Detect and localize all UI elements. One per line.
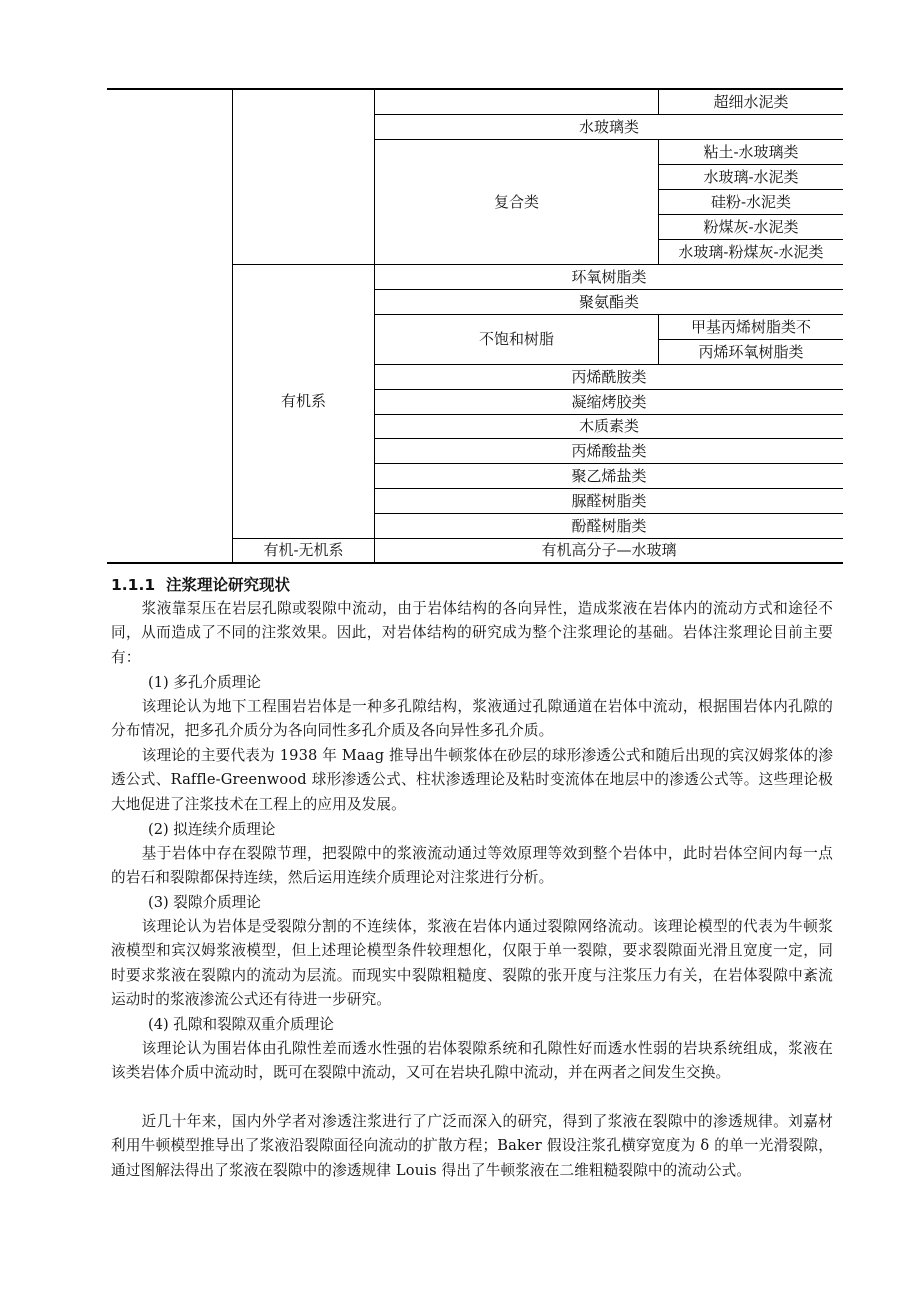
subsection-label: (1) 多孔介质理论 bbox=[148, 674, 261, 691]
table-cell: 有机-无机系 bbox=[263, 541, 344, 559]
table-cell: 粘土-水玻璃类 bbox=[703, 142, 799, 161]
table-cell: 超细水泥类 bbox=[713, 92, 789, 111]
grout-classification-table bbox=[107, 88, 843, 564]
table-cell: 水玻璃类 bbox=[578, 117, 639, 136]
table-cell: 酚醛树脂类 bbox=[571, 516, 647, 535]
section-title: 注浆理论研究现状 bbox=[165, 576, 290, 594]
table-cell: 甲基丙烯树脂类不 bbox=[690, 317, 811, 336]
body-paragraph: 该理论认为围岩体由孔隙性差而透水性强的岩体裂隙系统和孔隙性好而透水性弱的岩块系统组成，浆液在该类岩体介质中流动时，既可在裂隙中流动，又可在岩块孔隙中流动，并在两者之间发生交换。 bbox=[111, 1040, 833, 1082]
body-paragraph: 该理论认为地下工程围岩岩体是一种多孔隙结构，浆液通过孔隙通道在岩体中流动，根据围岩体内孔隙的分布情况，把多孔介质分为各向同性多孔介质及各向异性多孔介质。 bbox=[111, 698, 833, 740]
table-cell: 粉煤灰-水泥类 bbox=[703, 217, 799, 236]
table-bottom-rule bbox=[107, 562, 843, 564]
closing-paragraph: 近几十年来，国内外学者对渗透注浆进行了广泛而深入的研究，得到了浆液在裂隙中的渗透规律。刘嘉材利用牛顿模型推导出了浆液沿裂隙面径向流动的扩散方程；Baker 假设注浆孔横穿宽度为 δ 的单一光滑裂隙，通过图解法得出了浆液在裂隙中的渗透规律 Louis 得出了牛顿浆液在二维粗糙裂隙中的流动公式。 bbox=[111, 1113, 833, 1179]
body-paragraph: 该理论认为岩体是受裂隙分割的不连续体，浆液在岩体内通过裂隙网络流动。该理论模型的代表为牛顿浆液模型和宾汉姆浆液模型，但上述理论模型条件较理想化，仅限于单一裂隙，要求裂隙面光滑且宽度一定，同时要求浆液在裂隙内的流动为层流。而现实中裂隙粗糙度、裂隙的张开度与注浆压力有关，在岩体裂隙中紊流运动时的浆液渗流公式还有待进一步研究。 bbox=[111, 918, 833, 1008]
section-heading bbox=[111, 573, 290, 595]
table-cell: 丙烯环氧树脂类 bbox=[698, 342, 804, 361]
table-cell: 水玻璃-粉煤灰-水泥类 bbox=[678, 242, 824, 261]
table-cell: 硅粉-水泥类 bbox=[710, 192, 792, 211]
table-cell: 有机系 bbox=[280, 392, 326, 410]
table-cell: 丙烯酸盐类 bbox=[571, 441, 647, 460]
table-cell: 聚乙烯盐类 bbox=[571, 466, 647, 485]
subsection-label: (3) 裂隙介质理论 bbox=[148, 894, 261, 911]
body-paragraph: 该理论的主要代表为 1938 年 Maag 推导出牛顿浆体在砂层的球形渗透公式和随后出现的宾汉姆浆体的渗透公式、Raffle-Greenwood 球形渗透公式、柱状渗透理论及粘时变流体在地层中的渗透公式等。这些理论极大地促进了注浆技术在工程上的应用及发展。 bbox=[111, 747, 833, 813]
table-cell: 凝缩烤胶类 bbox=[571, 392, 647, 411]
subsection-label: (2) 拟连续介质理论 bbox=[148, 821, 276, 838]
table-cell: 脲醛树脂类 bbox=[571, 491, 647, 510]
table-cell: 环氧树脂类 bbox=[571, 267, 647, 286]
table-cell: 丙烯酰胺类 bbox=[571, 367, 647, 386]
table-cell: 复合类 bbox=[493, 192, 539, 211]
intro-paragraph: 浆液靠泵压在岩层孔隙或裂隙中流动，由于岩体结构的各向异性，造成浆液在岩体内的流动方式和途径不同，从而造成了不同的注浆效果。因此，对岩体结构的研究成为整个注浆理论的基础。岩体注浆理论目前主要有： bbox=[111, 600, 833, 666]
table-cell: 水玻璃-水泥类 bbox=[703, 167, 799, 186]
subsection-label: (4) 孔隙和裂隙双重介质理论 bbox=[148, 1016, 334, 1033]
table-cell: 木质素类 bbox=[578, 417, 639, 435]
table-cell: 不饱和树脂 bbox=[478, 330, 554, 348]
body-paragraph: 基于岩体中存在裂隙节理，把裂隙中的浆液流动通过等效原理等效到整个岩体中，此时岩体空间内每一点的岩石和裂隙都保持连续，然后运用连续介质理论对注浆进行分析。 bbox=[111, 845, 833, 887]
table-cell: 聚氨酯类 bbox=[578, 292, 639, 311]
table-cell: 有机高分子—水玻璃 bbox=[541, 541, 677, 559]
section-number: 1.1.1 bbox=[111, 576, 156, 594]
